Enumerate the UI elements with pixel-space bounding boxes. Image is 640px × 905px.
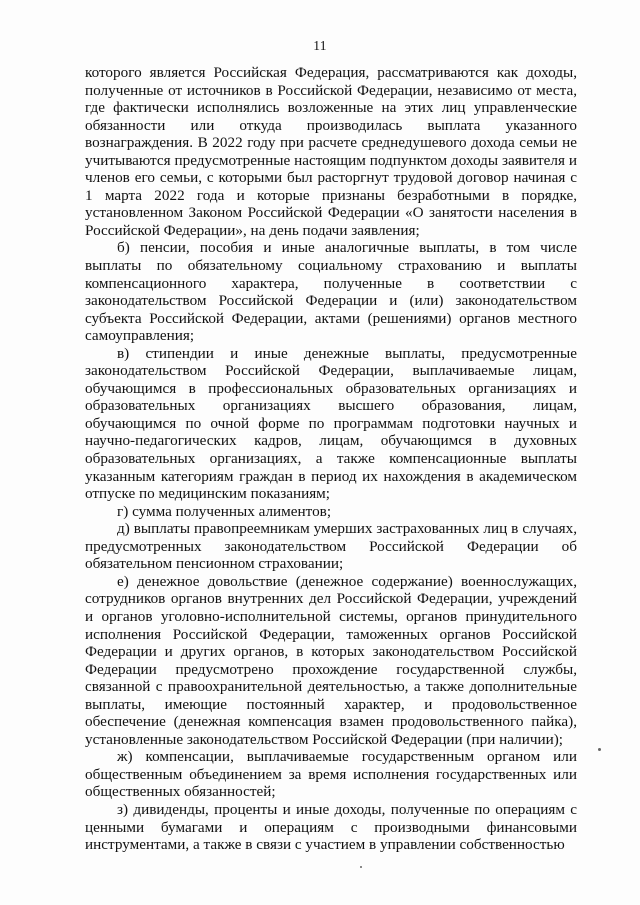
scan-speck	[360, 866, 362, 868]
document-body	[85, 64, 577, 854]
paragraph-item-b: б) пенсии, пособия и иные аналогичные выплаты, в том числе выплаты по обязательному социальному страхованию и выплаты компенсационного характера, полученные в соответствии с законодательством Российской Федерации и (или) законодательством субъекта Российской Федерации, актами (решениями) органов местного самоуправления;	[85, 239, 577, 345]
paragraph-item-z: з) дивиденды, проценты и иные доходы, полученные по операциям с ценными бумагами и операциям с производными финансовыми инструментами, а также в связи с участием в управлении собственностью	[85, 800, 577, 854]
paragraph-item-zh: ж) компенсации, выплачиваемые государственным органом или общественным объединением за время исполнения государственных или общественных обязанностей;	[85, 748, 577, 801]
paragraph-item-v: в) стипендии и иные денежные выплаты, предусмотренные законодательством Российской Федерации, выплачиваемые лицам, обучающимся в профессиональных образовательных организациях и образовательных организациях высшего образования, лицам, обучающимся по очной форме по программам подготовки научных и научно-педагогических кадров, лицам, обучающимся в духовных образовательных организациях, а также компенсационные выплаты указанным категориям граждан в период их нахождения в академическом отпуске по медицинским показаниям;	[85, 344, 577, 503]
paragraph-item-e: е) денежное довольствие (денежное содержание) военнослужащих, сотрудников органов внутренних дел Российской Федерации, учреждений и органов уголовно-исполнительной системы, органов принудительного исполнения Российской Федерации, таможенных органов Российской Федерации и других органов, в которых законодательством Российской Федерации предусмотрено прохождение государственной службы, связанной с правоохранительной деятельностью, а также дополнительные выплаты, имеющие постоянный характер, и продовольственное обеспечение (денежная компенсация взамен продовольственного пайка), установленные законодательством Российской Федерации (при наличии);	[85, 572, 577, 748]
scan-speck	[598, 748, 601, 751]
paragraph-continuation: которого является Российская Федерация, рассматриваются как доходы, полученные от источников в Российской Федерации, независимо от места, где фактически исполнялись возложенные на этих лиц управленческие обязанности или откуда производилась выплата указанного вознаграждения. В 2022 году при расчете среднедушевого дохода семьи не учитываются предусмотренные настоящим подпунктом доходы заявителя и членов его семьи, с которыми был расторгнут трудовой договор начиная с 1 марта 2022 года и которые признаны безработными в порядке, установленном Законом Российской Федерации «О занятости населения в Российской Федерации», на день подачи заявления;	[85, 64, 577, 239]
paragraph-item-g: г) сумма полученных алиментов;	[117, 502, 332, 520]
page-number: 11	[313, 38, 327, 53]
paragraph-item-d: д) выплаты правопреемникам умерших застрахованных лиц в случаях, предусмотренных законодательством Российской Федерации об обязательном пенсионном страховании;	[85, 520, 577, 573]
